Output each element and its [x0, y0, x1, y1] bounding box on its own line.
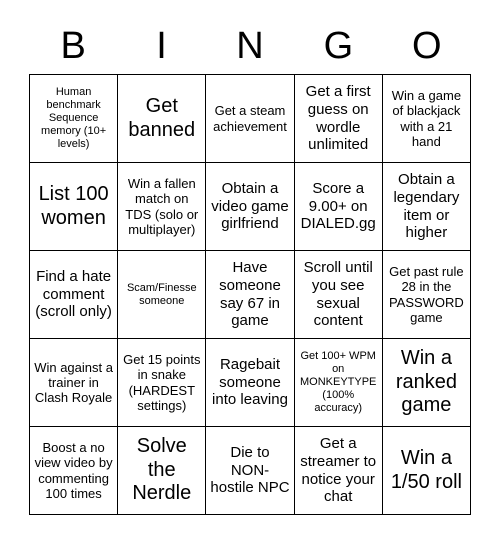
bingo-cell[interactable]: Get a first guess on wordle unlimited [295, 75, 383, 163]
bingo-cell[interactable]: Scroll until you see sexual content [295, 251, 383, 339]
header-letter-i: I [156, 25, 167, 67]
bingo-cell[interactable]: Scam/Finesse someone [118, 251, 206, 339]
bingo-cell[interactable]: Obtain a legendary item or higher [383, 163, 471, 251]
bingo-header [29, 18, 471, 74]
bingo-cell[interactable]: Die to NON-hostile NPC [206, 427, 294, 515]
bingo-cell[interactable]: Get a steam achievement [206, 75, 294, 163]
header-letter-o: O [411, 25, 442, 67]
bingo-cell[interactable]: Win a game of blackjack with a 21 hand [383, 75, 471, 163]
bingo-cell[interactable]: Human benchmark Sequence memory (10+ levels) [30, 75, 118, 163]
bingo-cell[interactable]: List 100 women [30, 163, 118, 251]
header-letter-g: G [323, 25, 354, 67]
bingo-cell[interactable]: Win a 1/50 roll [383, 427, 471, 515]
bingo-card-grid [29, 74, 471, 515]
bingo-cell[interactable]: Win a fallen match on TDS (solo or multiplayer) [118, 163, 206, 251]
bingo-cell[interactable]: Get 100+ WPM on MONKEYTYPE (100% accuracy) [295, 339, 383, 427]
bingo-cell[interactable]: Find a hate comment (scroll only) [30, 251, 118, 339]
bingo-cell[interactable]: Win a ranked game [383, 339, 471, 427]
header-letter-b: B [60, 25, 86, 67]
bingo-cell[interactable]: Score a 9.00+ on DIALED.gg [295, 163, 383, 251]
bingo-cell[interactable]: Solve the Nerdle [118, 427, 206, 515]
bingo-cell[interactable]: Win against a trainer in Clash Royale [30, 339, 118, 427]
bingo-cell[interactable]: Get a streamer to notice your chat [295, 427, 383, 515]
bingo-cell[interactable]: Obtain a video game girlfriend [206, 163, 294, 251]
bingo-cell[interactable]: Have someone say 67 in game [206, 251, 294, 339]
bingo-cell[interactable]: Get 15 points in snake (HARDEST settings) [118, 339, 206, 427]
bingo-cell[interactable]: Get past rule 28 in the PASSWORD game [383, 251, 471, 339]
bingo-cell[interactable]: Get banned [118, 75, 206, 163]
bingo-cell[interactable]: Ragebait someone into leaving [206, 339, 294, 427]
header-letter-n: N [236, 25, 264, 67]
bingo-cell[interactable]: Boost a no view video by commenting 100 times [30, 427, 118, 515]
